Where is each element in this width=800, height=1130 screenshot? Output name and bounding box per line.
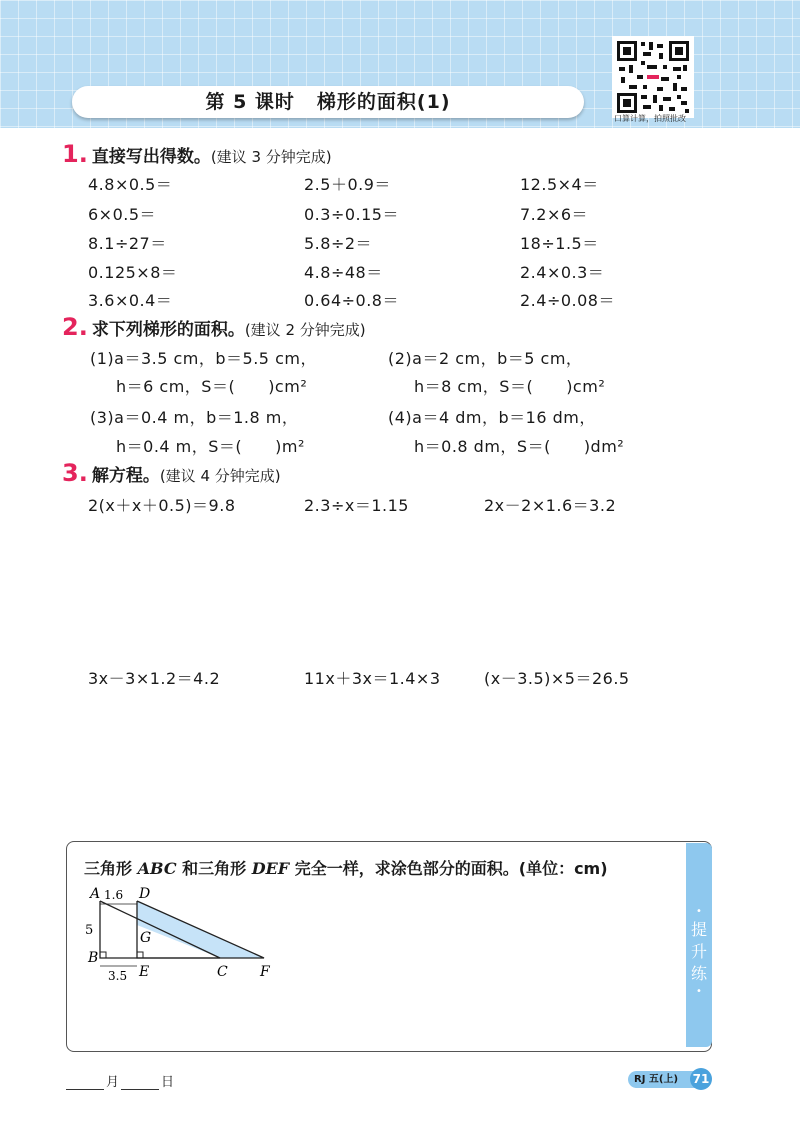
trapezoid-item-2-answer: h＝8 cm，S＝( )cm²	[414, 377, 606, 396]
mental-math-item: 0.3÷0.15＝	[304, 205, 399, 224]
section-2-number: 2.	[62, 313, 88, 341]
question-text: 完全一样，求涂色部分的面积。(单位：cm)	[294, 859, 608, 878]
side-tab-enhancement	[686, 843, 712, 1047]
lesson-number: 第 5 课时	[205, 91, 295, 113]
equation-item: 2(x＋x＋0.5)＝9.8	[88, 496, 236, 515]
mental-math-item: 2.5＋0.9＝	[304, 175, 391, 194]
mental-math-item: 7.2×6＝	[520, 205, 589, 224]
side-tab-char: 练	[690, 964, 707, 983]
section-2-note: (建议 2 分钟完成)	[244, 321, 366, 339]
mental-math-item: 4.8÷48＝	[304, 263, 383, 282]
trapezoid-item-2-given: (2)a＝2 cm，b＝5 cm，	[388, 349, 583, 368]
dim-bottom-label: 3.5	[108, 969, 128, 983]
equation-item: 11x＋3x＝1.4×3	[304, 669, 441, 688]
section-3-note: (建议 4 分钟完成)	[159, 467, 281, 485]
section-3-heading: 解方程。	[91, 466, 160, 486]
equation-item: (x－3.5)×5＝26.5	[484, 669, 630, 688]
mental-math-item: 18÷1.5＝	[520, 234, 599, 253]
section-2-title	[62, 313, 366, 341]
right-angle-e	[137, 952, 143, 958]
mental-math-item: 12.5×4＝	[520, 175, 599, 194]
section-1-title	[62, 140, 332, 168]
section-1-number: 1.	[62, 140, 88, 168]
point-c-label: C	[217, 964, 228, 980]
side-tab-dot-icon: •	[696, 986, 702, 997]
question-text: 三角形	[84, 859, 133, 878]
mental-math-item: 4.8×0.5＝	[88, 175, 173, 194]
lesson-topic: 梯形的面积(1)	[316, 91, 451, 113]
section-1-note: (建议 3 分钟完成)	[210, 148, 332, 166]
mental-math-item: 0.125×8＝	[88, 263, 178, 282]
month-label: 月	[106, 1075, 120, 1090]
triangle-abc-label: ABC	[137, 859, 177, 878]
right-angle-b	[100, 952, 106, 958]
qr-code-icon	[615, 39, 691, 115]
trapezoid-item-4-answer: h＝0.8 dm，S＝( )dm²	[414, 437, 625, 456]
day-blank[interactable]	[121, 1089, 159, 1090]
point-g-label: G	[140, 930, 152, 946]
section-2-heading: 求下列梯形的面积。	[91, 320, 245, 340]
mental-math-item: 5.8÷2＝	[304, 234, 373, 253]
mental-math-item: 6×0.5＝	[88, 205, 157, 224]
equation-item: 3x－3×1.2＝4.2	[88, 669, 221, 688]
lesson-title	[72, 86, 584, 118]
day-label: 日	[161, 1075, 175, 1090]
side-tab-char: 升	[690, 942, 707, 961]
month-blank[interactable]	[66, 1089, 104, 1090]
point-f-label: F	[260, 964, 270, 980]
dim-top-label: 1.6	[104, 888, 124, 902]
mental-math-item: 0.64÷0.8＝	[304, 291, 399, 310]
point-a-label: A	[90, 886, 101, 902]
trapezoid-item-1-answer: h＝6 cm，S＝( )cm²	[116, 377, 308, 396]
triangle-def-label: DEF	[251, 859, 290, 878]
equation-item: 2x－2×1.6＝3.2	[484, 496, 617, 515]
equation-item: 2.3÷x＝1.15	[304, 496, 409, 515]
mental-math-item: 2.4×0.3＝	[520, 263, 605, 282]
mental-math-item: 8.1÷27＝	[88, 234, 167, 253]
section-3-title	[62, 459, 281, 487]
date-field	[64, 1071, 174, 1090]
side-tab-dot-icon: •	[696, 906, 702, 917]
mental-math-item: 3.6×0.4＝	[88, 291, 173, 310]
section-1-heading: 直接写出得数。	[91, 147, 211, 167]
mental-math-item: 2.4÷0.08＝	[520, 291, 615, 310]
point-d-label: D	[139, 886, 151, 902]
extension-question	[84, 856, 608, 879]
point-e-label: E	[139, 964, 150, 980]
qr-code[interactable]	[612, 36, 694, 118]
qr-caption: 口算计算，拍照批改	[614, 114, 686, 123]
dim-left-label: 5	[85, 923, 94, 938]
triangles-diagram	[80, 884, 280, 994]
page-number: 71	[690, 1068, 712, 1090]
section-3-number: 3.	[62, 459, 88, 487]
trapezoid-item-3-answer: h＝0.4 m，S＝( )m²	[116, 437, 305, 456]
side-tab-char: 提	[690, 920, 707, 939]
question-text: 和三角形	[182, 859, 247, 878]
point-b-label: B	[88, 950, 99, 966]
trapezoid-item-3-given: (3)a＝0.4 m，b＝1.8 m，	[90, 408, 299, 427]
trapezoid-item-1-given: (1)a＝3.5 cm，b＝5.5 cm，	[90, 349, 317, 368]
trapezoid-item-4-given: (4)a＝4 dm，b＝16 dm，	[388, 408, 596, 427]
book-tag: RJ 五(上)	[628, 1071, 698, 1088]
